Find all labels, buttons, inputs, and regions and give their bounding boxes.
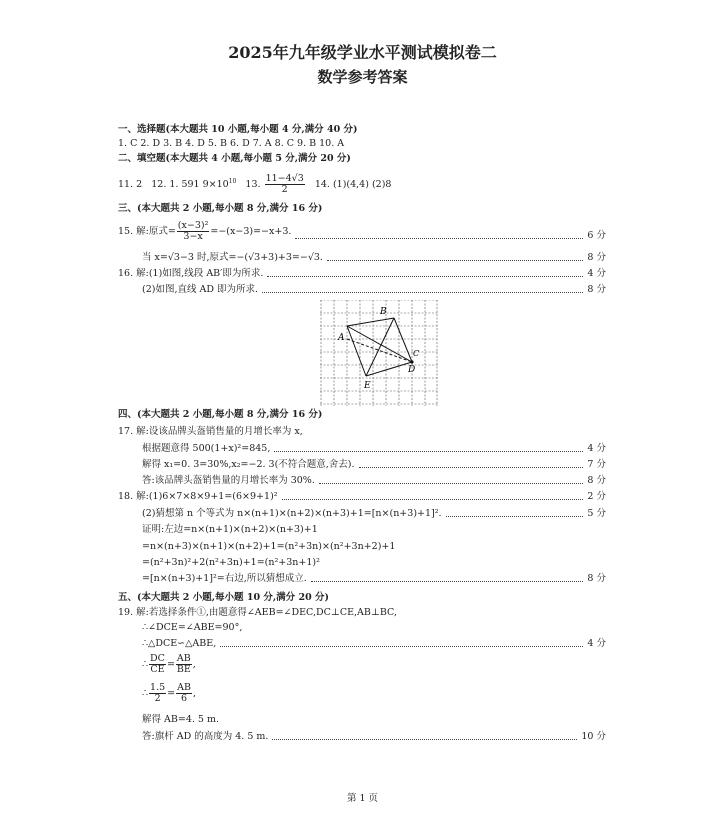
q15-step-1: 15. 解:原式= $\frac{\text{(x−3)²}}{3-x}$ =−(x−3)=−x+3. 6 分 (118, 220, 606, 242)
score: 2 分 (587, 491, 606, 502)
answer-11: 11. 2 (118, 179, 143, 190)
q19-step-7: 答:旗杆 AD 的高度为 4. 5 m. 10 分 (142, 731, 606, 742)
q19-step-3: ∴△DCE∽△ABE, 4 分 (142, 638, 606, 649)
score: 4 分 (587, 443, 606, 454)
q16-step-1: 16. 解:(1)如图,线段 AB′即为所求. 4 分 (118, 268, 606, 279)
score: 4 分 (587, 268, 606, 279)
page-number: 第 1 页 (346, 793, 379, 804)
answer-13-label: 13. (245, 179, 261, 190)
label-e: E (364, 381, 371, 391)
section-heading-4: 四、(本大题共 2 小题,每小题 8 分,满分 16 分) (118, 409, 323, 420)
answers-11-14 (118, 174, 606, 195)
q17-step-3: 解得 x₁=0. 3=30%,x₂=−2. 3(不符合题意,舍去). 7 分 (142, 459, 606, 470)
q18-step-6: =[n×(n+3)+1]²=右边,所以猜想成立. 8 分 (142, 573, 606, 584)
label-a: A (338, 333, 345, 343)
q18-step-1: 18. 解:(1)6×7×8×9+1=(6×9+1)² 2 分 (118, 491, 606, 502)
label-b: B (380, 307, 387, 317)
score: 8 分 (587, 252, 606, 263)
section-heading-3: 三、(本大题共 2 小题,每小题 8 分,满分 16 分) (118, 203, 323, 214)
q17-step-4: 答:该品牌头盔销售量的月增长率为 30%. 8 分 (142, 475, 606, 486)
answer-14: 14. (1)(4,4) (2)8 (314, 179, 392, 190)
section-heading-1: 一、选择题(本大题共 10 小题,每小题 4 分,满分 40 分) (118, 124, 358, 135)
page-title: 2025年九年级学业水平测试模拟卷二 (228, 43, 497, 62)
q18-step-3: 证明:左边=n×(n+1)×(n+2)×(n+3)+1 (142, 524, 318, 535)
score: 8 分 (587, 284, 606, 295)
score: 7 分 (587, 459, 606, 470)
q19-step-5: ∴ $\frac{1.5}{2}$ = $\frac{AB}{6}$ , (142, 682, 196, 704)
page-subtitle: 数学参考答案 (317, 68, 408, 86)
section-heading-5: 五、(本大题共 2 小题,每小题 10 分,满分 20 分) (118, 592, 329, 603)
q17-step-1: 17. 解:设该品牌头盔销售量的月增长率为 x, (118, 426, 303, 437)
q17-step-2: 根据题意得 500(1+x)²=845, 4 分 (142, 443, 606, 454)
q19-step-1: 19. 解:若选择条件①,由题意得∠AEB=∠DEC,DC⊥CE,AB⊥BC, (118, 607, 397, 618)
geometry-grid-figure (320, 300, 438, 406)
q19-step-6: 解得 AB=4. 5 m. (142, 714, 219, 725)
answers-1-10: 1. C 2. D 3. B 4. D 5. B 6. D 7. A 8. C 9. B 10. A (118, 138, 345, 149)
score: 10 分 (581, 731, 606, 742)
section-heading-2: 二、填空题(本大题共 4 小题,每小题 5 分,满分 20 分) (118, 153, 351, 164)
score: 8 分 (587, 573, 606, 584)
q18-step-2: (2)猜想第 n 个等式为 n×(n+1)×(n+2)×(n+3)+1=[n×(n+3)+1]². 5 分 (142, 508, 606, 519)
q15-step-2: 当 x=√3−3 时,原式=−(√3+3)+3=−√3. 8 分 (142, 252, 606, 263)
score: 5 分 (587, 508, 606, 519)
q19-step-2: ∴∠DCE=∠ABE=90°, (142, 622, 243, 633)
q18-step-5: =(n²+3n)²+2(n²+3n)+1=(n²+3n+1)² (142, 557, 320, 568)
score: 8 分 (587, 475, 606, 486)
q18-step-4: =n×(n+3)×(n+1)×(n+2)+1=(n²+3n)×(n²+3n+2)+1 (142, 541, 396, 552)
answer-13-fraction: $\frac{11-4√3}{2}$ (265, 173, 304, 195)
score: 4 分 (587, 638, 606, 649)
q19-step-4: ∴ $\frac{DC}{CE}$ = $\frac{AB}{BE}$ , (142, 653, 196, 675)
label-c: C (413, 349, 420, 358)
score: 6 分 (587, 230, 606, 241)
label-d: D (408, 365, 416, 375)
answer-12: 12. 1. 591 $9\times 10^{10}$ (151, 177, 237, 190)
q16-step-2: (2)如图,直线 AD 即为所求. 8 分 (142, 284, 606, 295)
